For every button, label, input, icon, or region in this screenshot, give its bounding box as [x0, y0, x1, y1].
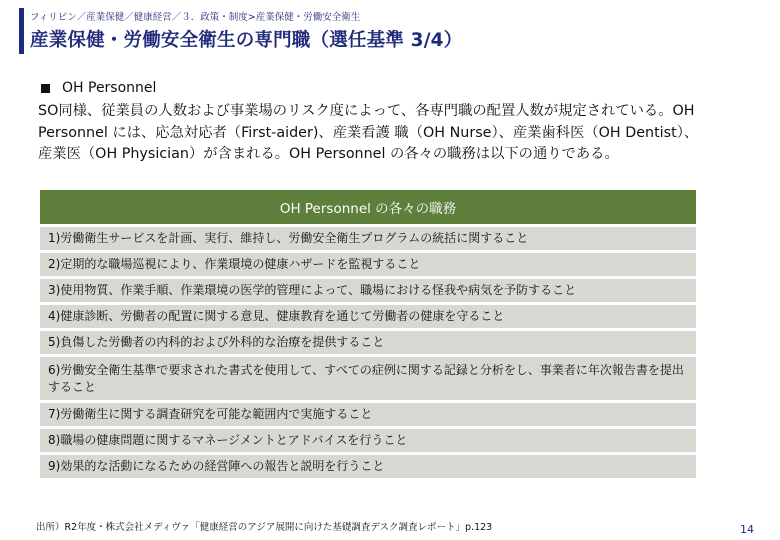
table-row: 3)使用物質、作業手順、作業環境の医学的管理によって、職場における怪我や病気を予防すること	[40, 279, 696, 305]
table-row: 4)健康診断、労働者の配置に関する意見、健康教育を通じて労働者の健康を守ること	[40, 305, 696, 331]
source-note: 出所）R2年度・株式会社メディヴァ「健康経営のアジア展開に向けた基礎調査デスク調査レポート」p.123	[36, 522, 493, 533]
page-number: 14	[740, 523, 754, 536]
table-row: 5)負傷した労働者の内科的および外科的な治療を提供すること	[40, 331, 696, 357]
table-row: 9)効果的な活動になるための経営陣への報告と説明を行うこと	[40, 455, 696, 481]
table-row: 1)労働衛生サービスを計画、実行、維持し、労働安全衛生プログラムの統括に関すること	[40, 227, 696, 253]
page-title: 産業保健・労働安全衛生の専門職（選任基準 3/4）	[30, 30, 463, 51]
table-row: 6)労働安全衛生基準で要求された書式を使用して、すべての症例に関する記録と分析をし、事業者に年次報告書を提出すること	[40, 357, 696, 403]
table-row: 8)職場の健康問題に関するマネージメントとアドバイスを行うこと	[40, 429, 696, 455]
square-bullet-icon	[41, 84, 50, 93]
title-accent-bar	[19, 8, 24, 54]
section-body-text: SO同様、従業員の人数および事業場のリスク度によって、各専門職の配置人数が規定されている。OH Personnel には、応急対応者（First-aider)、産業看護 職（OH Nurse）、産業歯科医（OH Dentist）、産業医（OH Physician）が含まれる。OH Personnel の各々の職務は以下の通りである。	[38, 103, 699, 162]
section-heading-label: OH Personnel	[62, 80, 157, 96]
table-row: 2)定期的な職場巡視により、作業環境の健康ハザードを監視すること	[40, 253, 696, 279]
duties-table	[40, 190, 696, 481]
table-row: 7)労働衛生に関する調査研究を可能な範囲内で実施すること	[40, 403, 696, 429]
section-heading	[41, 80, 156, 96]
table-header: OH Personnel の各々の職務	[40, 190, 696, 227]
breadcrumb: フィリピン／産業保健／健康経営／３．政策・制度>産業保健・労働安全衛生	[30, 12, 361, 23]
